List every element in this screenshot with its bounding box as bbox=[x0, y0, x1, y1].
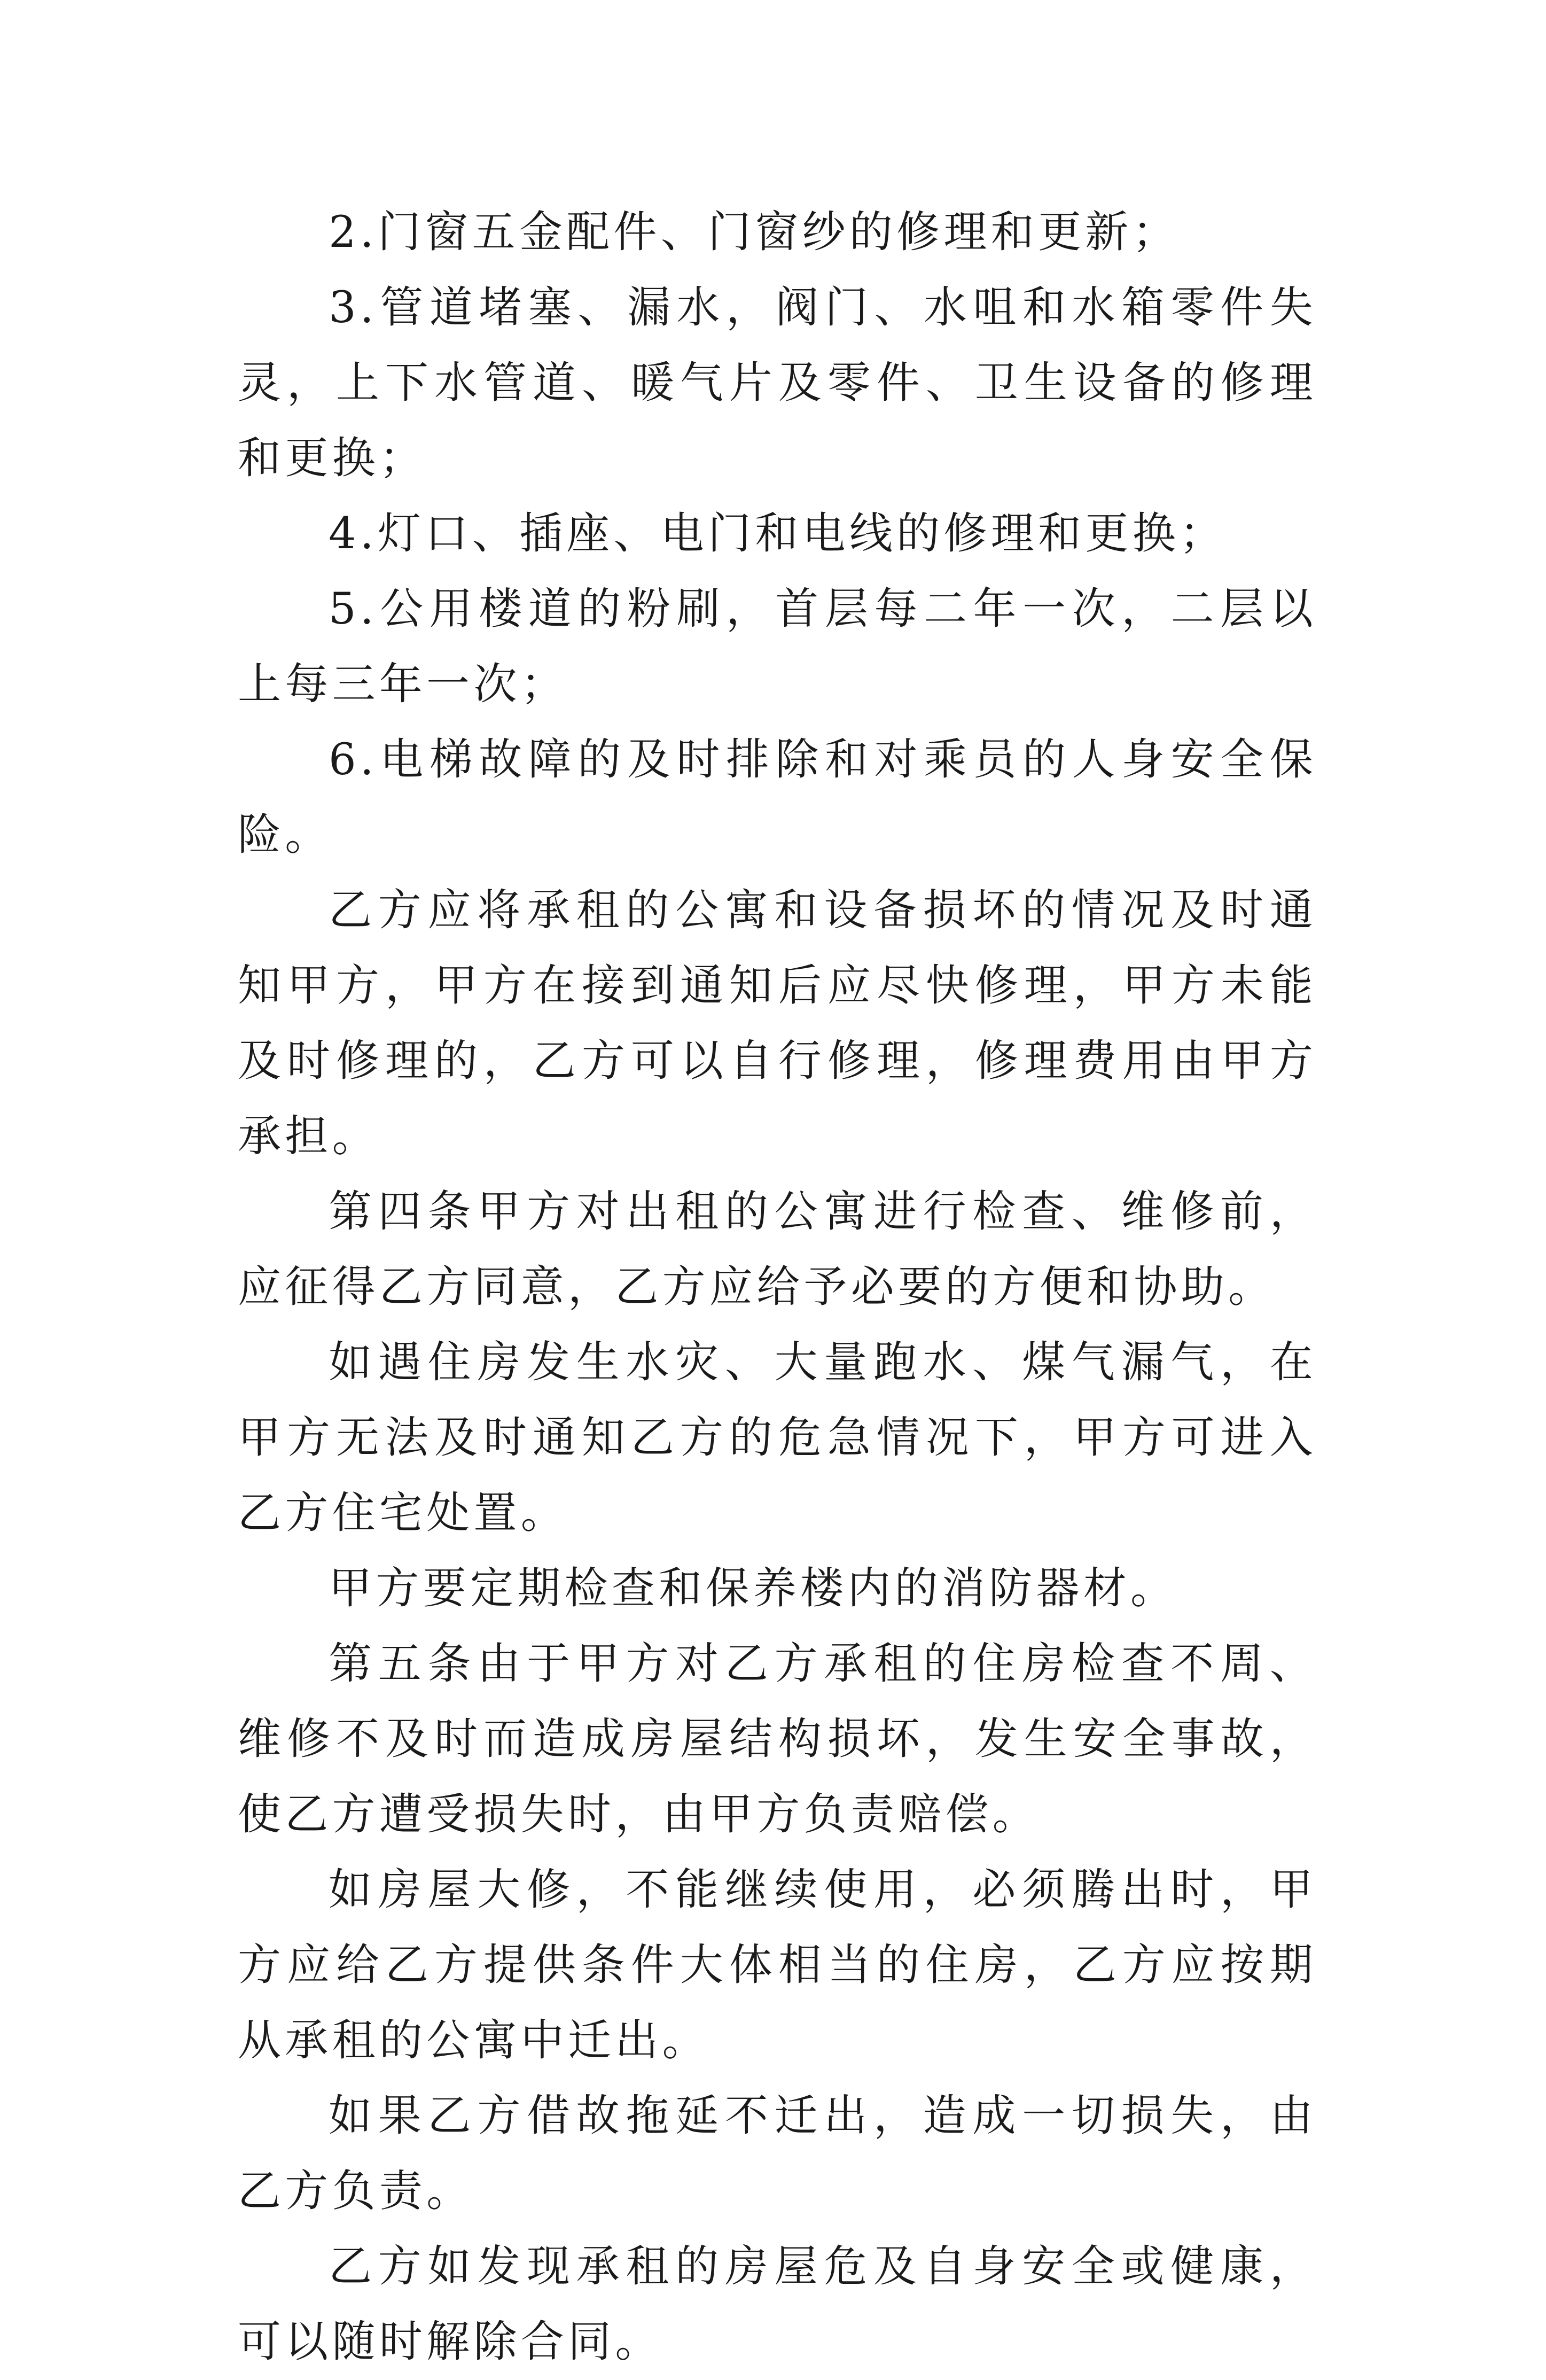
paragraph-item-2: 2.门窗五金配件、门窗纱的修理和更新； bbox=[329, 207, 1180, 258]
paragraph-item-3: 3.管道堵塞、漏水，阀门、水咀和水箱零件失灵，上下水管道、暖气片及零件、卫生设备的修理和更换； bbox=[238, 283, 1317, 484]
paragraph-termination: 乙方如发现承租的房屋危及自身安全或健康，可以随时解除合同。 bbox=[238, 2242, 1317, 2367]
paragraph-article-4: 第四条甲方对出租的公寓进行检查、维修前，应征得乙方同意，乙方应给予必要的方便和协助。 bbox=[238, 1187, 1317, 1312]
document-body bbox=[238, 195, 1317, 2380]
paragraph-item-4: 4.灯口、插座、电门和电线的修理和更换； bbox=[329, 509, 1227, 559]
paragraph-fire-equipment: 甲方要定期检查和保养楼内的消防器材。 bbox=[329, 1564, 1178, 1614]
paragraph-delay: 如果乙方借故拖延不迁出，造成一切损失，由乙方负责。 bbox=[238, 2091, 1317, 2216]
paragraph-item-5: 5.公用楼道的粉刷，首层每二年一次，二层以上每三年一次； bbox=[238, 584, 1317, 710]
paragraph-article-5: 第五条由于甲方对乙方承租的住房检查不周、维修不及时而造成房屋结构损坏，发生安全事故，使乙方遭受损失时，由甲方负责赔偿。 bbox=[238, 1639, 1317, 1840]
paragraph-emergency: 如遇住房发生水灾、大量跑水、煤气漏气，在甲方无法及时通知乙方的危急情况下，甲方可进入乙方住宅处置。 bbox=[238, 1337, 1317, 1538]
paragraph-item-6: 6.电梯故障的及时排除和对乘员的人身安全保险。 bbox=[238, 735, 1317, 860]
paragraph-major-repair: 如房屋大修，不能继续使用，必须腾出时，甲方应给乙方提供条件大体相当的住房，乙方应按期从承租的公寓中迁出。 bbox=[238, 1865, 1317, 2066]
paragraph-repair-notice: 乙方应将承租的公寓和设备损坏的情况及时通知甲方，甲方在接到通知后应尽快修理，甲方未能及时修理的，乙方可以自行修理，修理费用由甲方承担。 bbox=[238, 885, 1317, 1162]
